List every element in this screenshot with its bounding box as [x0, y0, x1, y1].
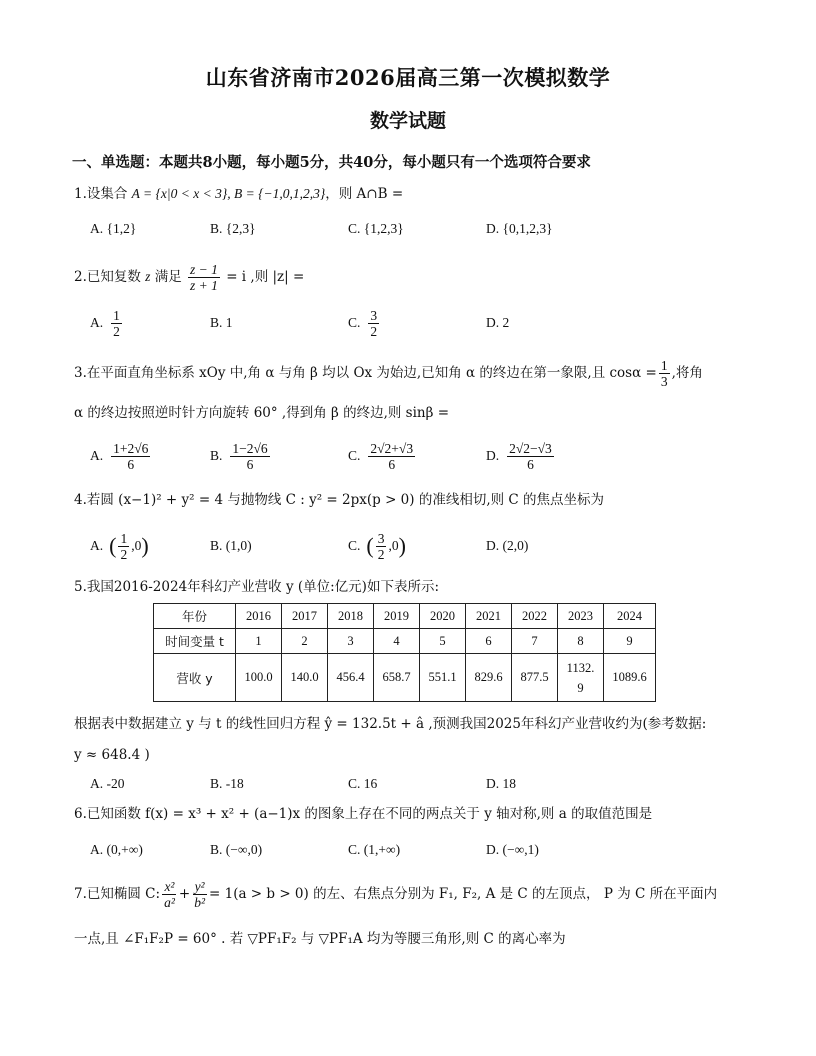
q4-option-c-numerator: 3: [377, 530, 385, 546]
paper-subtitle: 数学试题: [369, 110, 446, 132]
table-cell: 2019: [374, 604, 420, 629]
revenue-table: [153, 603, 656, 702]
q3-option-a-denominator: 6: [127, 456, 135, 472]
table-cell: 551.1: [420, 654, 466, 702]
q2-stem-prefix: 2.已知复数: [74, 269, 146, 285]
question-7-stem-line-2: 一点,且 ∠F₁F₂P = 60° . 若 ▽PF₁F₂ 与 ▽PF₁A 均为等腰三角形,则 C 的离心率为: [74, 931, 566, 947]
table-cell: 1: [236, 629, 282, 654]
q2-fraction: [188, 262, 220, 293]
table-cell: 1132. 9: [558, 654, 604, 702]
q3-option-a-numerator: 1+2√6: [113, 440, 149, 456]
table-cell: 2024: [604, 604, 656, 629]
question-4-options: [90, 528, 690, 564]
table-cell: 2017: [282, 604, 328, 629]
table-cell: 100.0: [236, 654, 282, 702]
q1-option-a[interactable]: A. {1,2}: [90, 221, 137, 236]
q1-stem-prefix: 1.设集合: [74, 186, 132, 202]
question-6-options: [90, 835, 690, 865]
q7-x-numerator: x²: [164, 879, 175, 894]
table-cell: 3: [328, 629, 374, 654]
question-7-stem-line-1: [74, 875, 717, 913]
question-5-stem: 5.我国2016-2024年科幻产业营收 y (单位:亿元)如下表所示:: [74, 579, 439, 595]
q7-y-denominator: b²: [194, 895, 205, 910]
question-3-stem-line-1: [74, 356, 703, 390]
q6-option-b[interactable]: B. (−∞,0): [210, 842, 263, 857]
q4-option-c[interactable]: C. ( $\frac{3}{2}$ ,0 ): [348, 530, 406, 562]
q7-stem-suffix: = 1(a > b > 0) 的左、右焦点分别为 F₁, F₂, A 是 C 的左顶点， P 为 C 所在平面内: [209, 886, 718, 902]
q4-option-c-label: C.: [348, 538, 361, 553]
q4-option-a-numerator: 1: [120, 530, 128, 546]
question-5-stem-line-2: 根据表中数据建立 y 与 t 的线性回归方程 ŷ = 132.5t + â ,预测我国2025年科幻产业营收约为(参考数据:: [74, 716, 707, 732]
q3-cos-denominator: 3: [660, 374, 668, 389]
question-2-stem: [74, 260, 304, 294]
q3-cos-fraction: [659, 358, 670, 389]
table-row-revenue: [154, 654, 656, 702]
q2-fraction-numerator: z − 1: [190, 262, 218, 277]
table-row-years: [154, 604, 656, 629]
q7-stem-prefix: 7.已知椭圆 C:: [74, 886, 161, 902]
q7-plus: +: [178, 886, 191, 902]
table-cell: 829.6: [466, 654, 512, 702]
table-cell: 5: [420, 629, 466, 654]
table-cell: 2021: [466, 604, 512, 629]
table-cell: 6: [466, 629, 512, 654]
q2-option-c-denominator: 2: [370, 323, 378, 339]
table-cell: 140.0: [282, 654, 328, 702]
q2-fraction-denominator: z + 1: [190, 278, 218, 293]
q2-option-d[interactable]: D. 2: [486, 315, 510, 330]
table-cell: 2020: [420, 604, 466, 629]
q1-option-c[interactable]: C. {1,2,3}: [348, 221, 404, 236]
table-row-time: [154, 629, 656, 654]
q3-option-d[interactable]: [486, 438, 556, 474]
q3-option-a-label: A.: [90, 448, 104, 463]
table-cell: 877.5: [512, 654, 558, 702]
q2-option-c-label: C.: [348, 315, 361, 330]
q3-option-c-numerator: 2√2+√3: [370, 440, 414, 456]
table-cell: 9: [604, 629, 656, 654]
question-3-options: [90, 438, 690, 474]
q3-option-c-denominator: 6: [388, 456, 396, 472]
table-cell: 1089.6: [604, 654, 656, 702]
table-cell: 4: [374, 629, 420, 654]
q3-option-b-numerator: 1−2√6: [232, 440, 268, 456]
q2-stem-mid: 满足: [150, 269, 187, 285]
q3-option-b-denominator: 6: [246, 456, 254, 472]
section-heading: 一、单选题：本题共8小题，每小题5分，共40分，每小题只有一个选项符合要求: [72, 154, 591, 171]
q2-option-a-numerator: 1: [113, 307, 120, 323]
q4-option-c-tail: ,0: [388, 538, 399, 553]
question-2-options: [90, 306, 690, 340]
q5-option-b[interactable]: B. -18: [210, 776, 244, 791]
table-cell: 2016: [236, 604, 282, 629]
q2-option-b[interactable]: B. 1: [210, 315, 233, 330]
q4-option-c-denominator: 2: [377, 546, 385, 562]
q3-stem-part-1: 3.在平面直角坐标系 xOy 中,角 α 与角 β 均以 Ox 为始边,已知角 α 的终边在第一象限,且 cosα =: [74, 365, 657, 381]
q3-option-d-label: D.: [486, 448, 500, 463]
q7-x-fraction: [162, 879, 177, 910]
table-header-year: 年份: [154, 604, 236, 629]
q2-stem-suffix: = i ,则 |z| =: [221, 269, 305, 285]
table-header-revenue: 营收 y: [154, 654, 236, 702]
q7-x-denominator: a²: [164, 895, 175, 910]
q3-option-a[interactable]: [90, 438, 152, 474]
table-cell: 2022: [512, 604, 558, 629]
q4-option-b[interactable]: B. (1,0): [210, 538, 252, 553]
q4-option-d[interactable]: D. (2,0): [486, 538, 529, 553]
q6-option-d[interactable]: D. (−∞,1): [486, 842, 539, 857]
q2-option-a[interactable]: [90, 306, 124, 340]
q3-option-b-label: B.: [210, 448, 223, 463]
q3-option-d-numerator: 2√2−√3: [509, 440, 552, 456]
q2-option-a-label: A.: [90, 315, 104, 330]
q3-option-c[interactable]: [348, 438, 417, 474]
q4-option-a-denominator: 2: [120, 546, 128, 562]
q5-option-d[interactable]: D. 18: [486, 776, 516, 791]
q3-option-b[interactable]: [210, 438, 272, 474]
q1-option-b[interactable]: B. {2,3}: [210, 221, 256, 236]
table-header-time: 时间变量 t: [154, 629, 236, 654]
question-5-options: [90, 769, 690, 799]
question-6-stem: 6.已知函数 f(x) = x³ + x² + (a−1)x 的图象上存在不同的两点关于 y 轴对称,则 a 的取值范围是: [74, 806, 653, 822]
q4-option-a-tail: ,0: [131, 538, 142, 553]
table-cell: 2: [282, 629, 328, 654]
table-cell: 658.7: [374, 654, 420, 702]
q1-option-d[interactable]: D. {0,1,2,3}: [486, 221, 553, 236]
q4-option-a-label: A.: [90, 538, 104, 553]
q6-option-c[interactable]: C. (1,+∞): [348, 842, 401, 857]
question-5-stem-line-3: y ≈ 648.4 ): [74, 747, 150, 763]
q3-stem-part-2: ,将角: [671, 365, 703, 381]
q3-cos-numerator: 1: [660, 358, 668, 373]
q4-option-a[interactable]: A. ( $\frac{1}{2}$ ,0 ): [90, 530, 149, 562]
q2-option-a-denominator: 2: [113, 323, 120, 339]
q6-option-a[interactable]: A. (0,+∞): [90, 842, 143, 857]
q1-stem-suffix: ，则 A∩B =: [325, 186, 404, 202]
q3-option-d-denominator: 6: [527, 456, 534, 472]
table-cell: 8: [558, 629, 604, 654]
q2-variable: z: [145, 269, 151, 284]
q7-y-fraction: [192, 879, 207, 910]
table-cell: 2018: [328, 604, 374, 629]
q7-y-numerator: y²: [194, 879, 205, 894]
q3-option-c-label: C.: [348, 448, 361, 463]
question-1-stem: [74, 184, 403, 204]
q2-option-c-numerator: 3: [370, 307, 378, 323]
q1-sets: A = {x|0 < x < 3}, B = {−1,0,1,2,3}: [131, 186, 326, 201]
paper-title: 山东省济南市2026届高三第一次模拟数学: [205, 65, 611, 90]
q2-option-c[interactable]: [348, 306, 381, 340]
table-cell: 2023: [558, 604, 604, 629]
question-3-stem-line-2: α 的终边按照逆时针方向旋转 60° ,得到角 β 的终边,则 sinβ =: [74, 405, 450, 421]
question-1-options: [90, 214, 690, 244]
table-cell: 7: [512, 629, 558, 654]
q5-option-c[interactable]: C. 16: [348, 776, 378, 791]
q5-option-a[interactable]: A. -20: [90, 776, 125, 791]
table-cell: 456.4: [328, 654, 374, 702]
question-4-stem: 4.若圆 (x−1)² + y² = 4 与抛物线 C : y² = 2px(p > 0) 的准线相切,则 C 的焦点坐标为: [74, 492, 605, 508]
